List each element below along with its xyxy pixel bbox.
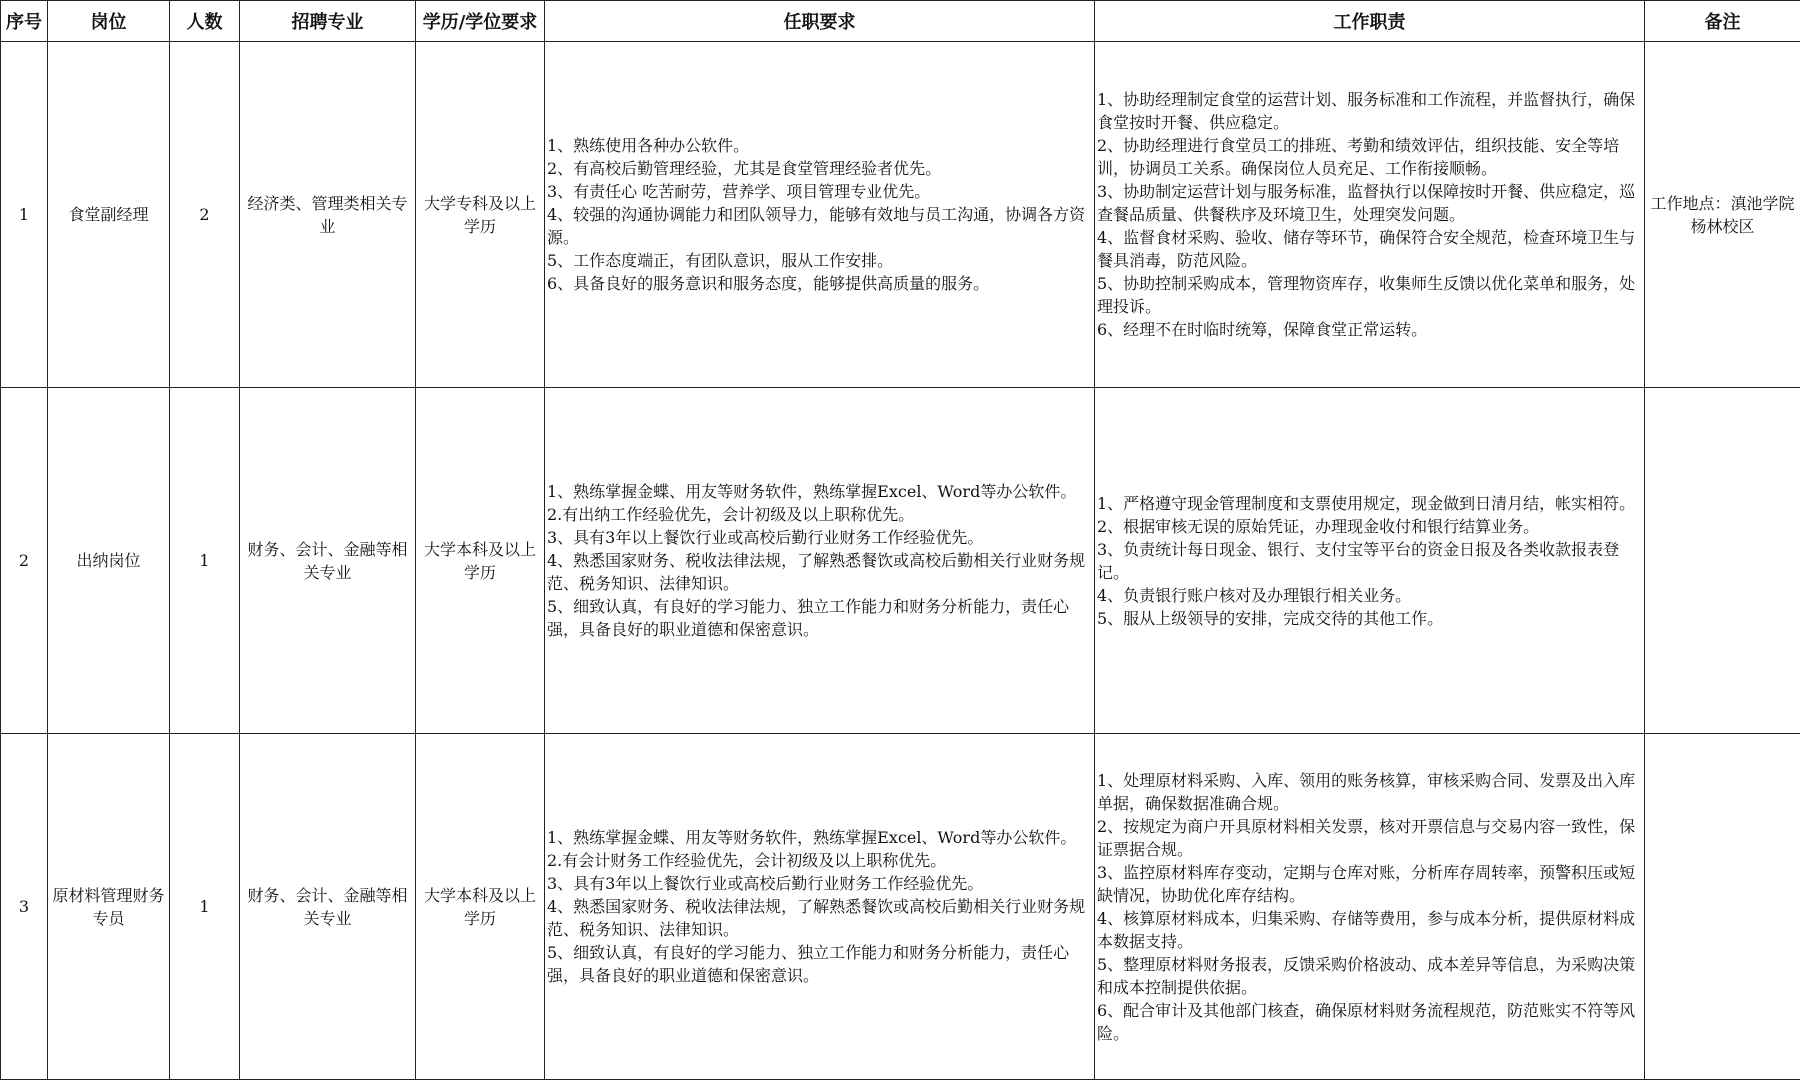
row-post: 原材料管理财务专员 bbox=[48, 734, 170, 1080]
requirement-line: 3、具有3年以上餐饮行业或高校后勤行业财务工作经验优先。 bbox=[547, 872, 1092, 895]
requirement-line: 3、有责任心 吃苦耐劳，营养学、项目管理专业优先。 bbox=[547, 180, 1092, 203]
duty-line: 4、负责银行账户核对及办理银行相关业务。 bbox=[1097, 584, 1642, 607]
header-post: 岗位 bbox=[48, 1, 170, 42]
row-post: 食堂副经理 bbox=[48, 42, 170, 388]
requirement-line: 4、较强的沟通协调能力和团队领导力，能够有效地与员工沟通，协调各方资源。 bbox=[547, 203, 1092, 249]
table-row bbox=[1, 388, 1800, 734]
row-count: 1 bbox=[170, 734, 240, 1080]
requirement-line: 4、熟悉国家财务、税收法律法规，了解熟悉餐饮或高校后勤相关行业财务规范、税务知识、法律知识。 bbox=[547, 895, 1092, 941]
row-note bbox=[1645, 388, 1800, 734]
requirement-line: 2、有高校后勤管理经验，尤其是食堂管理经验者优先。 bbox=[547, 157, 1092, 180]
requirement-line: 6、具备良好的服务意识和服务态度，能够提供高质量的服务。 bbox=[547, 272, 1092, 295]
row-degree: 大学本科及以上学历 bbox=[416, 734, 545, 1080]
requirement-line: 4、熟悉国家财务、税收法律法规，了解熟悉餐饮或高校后勤相关行业财务规范、税务知识、法律知识。 bbox=[547, 549, 1092, 595]
duty-line: 6、经理不在时临时统筹，保障食堂正常运转。 bbox=[1097, 318, 1642, 341]
header-row bbox=[1, 1, 1800, 42]
requirement-line: 2.有出纳工作经验优先，会计初级及以上职称优先。 bbox=[547, 503, 1092, 526]
row-major: 财务、会计、金融等相关专业 bbox=[240, 734, 416, 1080]
row-degree: 大学专科及以上学历 bbox=[416, 42, 545, 388]
requirement-line: 2.有会计财务工作经验优先，会计初级及以上职称优先。 bbox=[547, 849, 1092, 872]
row-degree: 大学本科及以上学历 bbox=[416, 388, 545, 734]
row-requirements bbox=[545, 734, 1095, 1080]
duty-line: 3、负责统计每日现金、银行、支付宝等平台的资金日报及各类收款报表登记。 bbox=[1097, 538, 1642, 584]
row-no: 3 bbox=[1, 734, 48, 1080]
header-major: 招聘专业 bbox=[240, 1, 416, 42]
duty-line: 1、处理原材料采购、入库、领用的账务核算，审核采购合同、发票及出入库单据，确保数据准确合规。 bbox=[1097, 769, 1642, 815]
requirement-line: 5、细致认真，有良好的学习能力、独立工作能力和财务分析能力，责任心强，具备良好的职业道德和保密意识。 bbox=[547, 595, 1092, 641]
row-note: 工作地点：滇池学院杨林校区 bbox=[1645, 42, 1800, 388]
requirement-line: 5、工作态度端正，有团队意识，服从工作安排。 bbox=[547, 249, 1092, 272]
row-post: 出纳岗位 bbox=[48, 388, 170, 734]
header-note: 备注 bbox=[1645, 1, 1800, 42]
requirement-line: 1、熟练掌握金蝶、用友等财务软件，熟练掌握Excel、Word等办公软件。 bbox=[547, 480, 1092, 503]
row-count: 1 bbox=[170, 388, 240, 734]
table-row bbox=[1, 42, 1800, 388]
row-requirements bbox=[545, 42, 1095, 388]
requirement-line: 5、细致认真，有良好的学习能力、独立工作能力和财务分析能力，责任心强，具备良好的职业道德和保密意识。 bbox=[547, 941, 1092, 987]
requirement-line: 1、熟练使用各种办公软件。 bbox=[547, 134, 1092, 157]
header-no: 序号 bbox=[1, 1, 48, 42]
row-major: 财务、会计、金融等相关专业 bbox=[240, 388, 416, 734]
duty-line: 3、监控原材料库存变动，定期与仓库对账，分析库存周转率，预警积压或短缺情况，协助优化库存结构。 bbox=[1097, 861, 1642, 907]
duty-line: 4、核算原材料成本，归集采购、存储等费用，参与成本分析，提供原材料成本数据支持。 bbox=[1097, 907, 1642, 953]
row-duties bbox=[1095, 388, 1645, 734]
row-count: 2 bbox=[170, 42, 240, 388]
duty-line: 2、根据审核无误的原始凭证，办理现金收付和银行结算业务。 bbox=[1097, 515, 1642, 538]
row-no: 1 bbox=[1, 42, 48, 388]
table-row bbox=[1, 734, 1800, 1080]
duty-line: 5、协助控制采购成本，管理物资库存，收集师生反馈以优化菜单和服务，处理投诉。 bbox=[1097, 272, 1642, 318]
duty-line: 1、协助经理制定食堂的运营计划、服务标准和工作流程，并监督执行，确保食堂按时开餐、供应稳定。 bbox=[1097, 88, 1642, 134]
row-duties bbox=[1095, 734, 1645, 1080]
duty-line: 2、按规定为商户开具原材料相关发票，核对开票信息与交易内容一致性，保证票据合规。 bbox=[1097, 815, 1642, 861]
row-no: 2 bbox=[1, 388, 48, 734]
row-requirements bbox=[545, 388, 1095, 734]
row-note bbox=[1645, 734, 1800, 1080]
duty-line: 4、监督食材采购、验收、储存等环节，确保符合安全规范，检查环境卫生与餐具消毒，防范风险。 bbox=[1097, 226, 1642, 272]
header-degree: 学历/学位要求 bbox=[416, 1, 545, 42]
header-count: 人数 bbox=[170, 1, 240, 42]
duty-line: 1、严格遵守现金管理制度和支票使用规定，现金做到日清月结，帐实相符。 bbox=[1097, 492, 1642, 515]
requirement-line: 1、熟练掌握金蝶、用友等财务软件，熟练掌握Excel、Word等办公软件。 bbox=[547, 826, 1092, 849]
row-duties bbox=[1095, 42, 1645, 388]
header-requirements: 任职要求 bbox=[545, 1, 1095, 42]
duty-line: 5、服从上级领导的安排，完成交待的其他工作。 bbox=[1097, 607, 1642, 630]
row-major: 经济类、管理类相关专业 bbox=[240, 42, 416, 388]
duty-line: 3、协助制定运营计划与服务标准，监督执行以保障按时开餐、供应稳定，巡查餐品质量、供餐秩序及环境卫生，处理突发问题。 bbox=[1097, 180, 1642, 226]
duty-line: 5、整理原材料财务报表，反馈采购价格波动、成本差异等信息，为采购决策和成本控制提供依据。 bbox=[1097, 953, 1642, 999]
duty-line: 2、协助经理进行食堂员工的排班、考勤和绩效评估，组织技能、安全等培训，协调员工关系。确保岗位人员充足、工作衔接顺畅。 bbox=[1097, 134, 1642, 180]
requirement-line: 3、具有3年以上餐饮行业或高校后勤行业财务工作经验优先。 bbox=[547, 526, 1092, 549]
header-duties: 工作职责 bbox=[1095, 1, 1645, 42]
duty-line: 6、配合审计及其他部门核查，确保原材料财务流程规范，防范账实不符等风险。 bbox=[1097, 999, 1642, 1045]
